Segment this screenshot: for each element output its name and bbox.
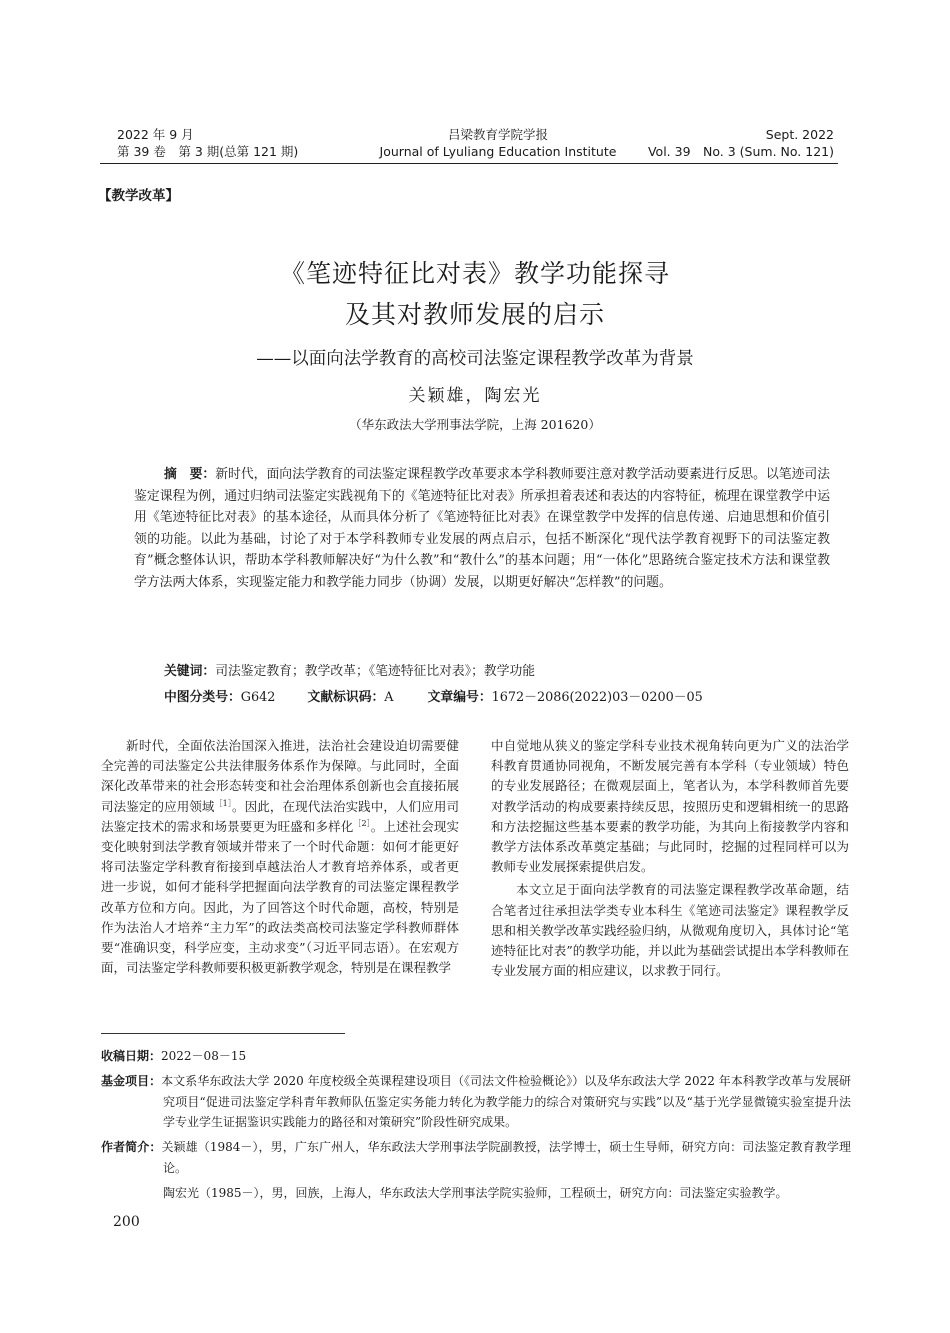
title-line-1: 《笔迹特征比对表》教学功能探寻 [279, 259, 670, 288]
body-paragraph [101, 736, 459, 978]
header-volume-en: Vol. 39 No. 3 (Sum. No. 121) [647, 144, 834, 159]
header-date: 2022 年 9 月 [117, 127, 194, 142]
footnote-fund [101, 1071, 851, 1133]
header-date-en: Sept. 2022 [765, 127, 834, 142]
header-volume-cn: 第 39 卷 第 3 期(总第 121 期) [117, 144, 299, 159]
abstract-text: 新时代，面向法学教育的司法鉴定课程教学改革要求本学科教师要注意对教学活动要素进行反思。以笔迹司法鉴定课程为例，通过归纳司法鉴定实践视角下的《笔迹特征比对表》所承担着表述和表达的内容特征，梳理在课堂教学中运用《笔迹特征比对表》的基本途径，从而具体分析了《笔迹特征比对表》在课堂教学中发挥的信息传递、启迪思想和价值引领的功能。以此为基础，讨论了对于本学科教师专业发展的两点启示，包括不断深化“现代法学教育视野下的司法鉴定教育”概念整体认识，帮助本学科教师解决好“为什么教”和“教什么”的基本问题；用“一体化”思路统合鉴定技术方法和课堂教学方法两大体系，实现鉴定能力和教学能力同步（协调）发展，以期更好解决“怎样教”的问题。 [134, 467, 831, 590]
article-no-label: 文章编号： [427, 690, 492, 705]
classification [164, 687, 844, 709]
header-journal-cn: 吕梁教育学院学报 [447, 127, 548, 142]
citation-ref[interactable]: ［1］ [214, 798, 233, 808]
article-no-value: 1672－2086(2022)03－0200－05 [491, 690, 703, 705]
fund-label: 基金项目： [101, 1074, 162, 1088]
clc-value: G642 [240, 690, 276, 705]
authors: 关颖雄，陶宏光 [408, 386, 542, 406]
header-journal-en: Journal of Lyuliang Education Institute [379, 144, 617, 159]
body-paragraph: 中自觉地从狭义的鉴定学科专业技术视角转向更为广义的法治学科教育贯通协同视角，不断发展完善有本学科（专业领域）特色的专业发展路径；在微观层面上，笔者认为，本学科教师首先要对教学活动的构成要素持续反思，按照历史和逻辑相统一的思路和方法挖掘这些基本要素的教学功能，为其向上衔接教学内容和教学方法体系改革奠定基础；与此同时，挖掘的过程同样可以为教师专业发展探索提供启发。 [491, 738, 849, 875]
keywords-text: 司法鉴定教育；教学改革；《笔迹特征比对表》；教学功能 [215, 664, 536, 679]
abstract [134, 464, 830, 593]
section-tag: 【教学改革】 [98, 188, 179, 204]
footnote-author-2: 陶宏光（1985－），男，回族，上海人，华东政法大学刑事法学院实验师，工程硕士，研究方向：司法鉴定实验教学。 [163, 1186, 788, 1200]
author-bio-label: 作者简介： [101, 1140, 162, 1154]
clc-label: 中图分类号： [164, 690, 241, 705]
doc-code-value: A [384, 690, 394, 705]
body-left-column [101, 736, 459, 978]
body-text: 。因此，在现代法治实践中，人们应用司法鉴定技术的需求和场景要更为旺盛和多样化 [101, 798, 459, 834]
body-text: 。上述社会现实变化映射到法学教育领域并带来了一个时代命题：如何才能更好将司法鉴定学科教育衔接到卓越法治人才教育培养体系，或者更进一步说，如何才能科学把握面向法学教育的司法鉴定课程教学改革方位和方向。因此，为了回答这个时代命题，高校，特别是作为法治人才培养“主力军”的政法类高校司法鉴定学科教师群体要“准确识变，科学应变，主动求变”（习近平同志语）。在宏观方面，司法鉴定学科教师要积极更新教学观念，特别是在课程教学 [101, 818, 459, 976]
citation-ref[interactable]: ［2］ [353, 818, 371, 828]
page-number: 200 [113, 1214, 140, 1230]
body-right-column [491, 736, 849, 981]
author-bio-1: 关颖雄（1984－），男，广东广州人，华东政法大学刑事法学院副教授，法学博士，硕士生导师，研究方向：司法鉴定教育教学理论。 [161, 1140, 851, 1175]
received-label: 收稿日期： [101, 1049, 162, 1063]
fund-text: 本文系华东政法大学 2020 年度校级全英课程建设项目（《司法文件检验概论》）以及华东政法大学 2022 年本科教学改革与发展研究项目“促进司法鉴定学科青年教师队伍鉴定实务能力转化为教学能力的综合对策研究与实践”以及“基于光学显微镜实验室提升法学专业学生证据鉴识实践能力的路径和对策研究”阶段性研究成果。 [161, 1074, 851, 1129]
footnote-author-1 [101, 1137, 851, 1178]
footnote-received [101, 1046, 851, 1067]
title-line-2: 及其对教师发展的启示 [344, 300, 605, 329]
header-rule [100, 163, 838, 164]
subtitle: ——以面向法学教育的高校司法鉴定课程教学改革为背景 [256, 349, 694, 369]
affiliation: （华东政法大学刑事法学院，上海 201620） [349, 417, 601, 432]
body-text: 新时代，全面依法治国深入推进，法治社会建设迫切需要健全完善的司法鉴定公共法律服务体系作为保障。与此同时，全面深化改革带来的社会形态转变和社会治理体系创新也会直接拓展司法鉴定的应用领域 [101, 738, 459, 814]
keywords-label: 关键词： [164, 664, 216, 679]
footnote-divider [101, 1033, 345, 1034]
abstract-label: 摘 要： [164, 467, 216, 482]
doc-code-label: 文献标识码： [307, 690, 385, 705]
body-paragraph: 本文立足于面向法学教育的司法鉴定课程教学改革命题，结合笔者过往承担法学类专业本科生《笔迹司法鉴定》课程教学反思和相关教学改革实践经验归纳，从微观角度切入，具体讨论“笔迹特征比对表”的教学功能，并以此为基础尝试提出本学科教师在专业发展方面的相应建议，以求教于同行。 [491, 882, 849, 979]
received-date: 2022－08－15 [161, 1049, 247, 1063]
keywords [164, 661, 830, 683]
